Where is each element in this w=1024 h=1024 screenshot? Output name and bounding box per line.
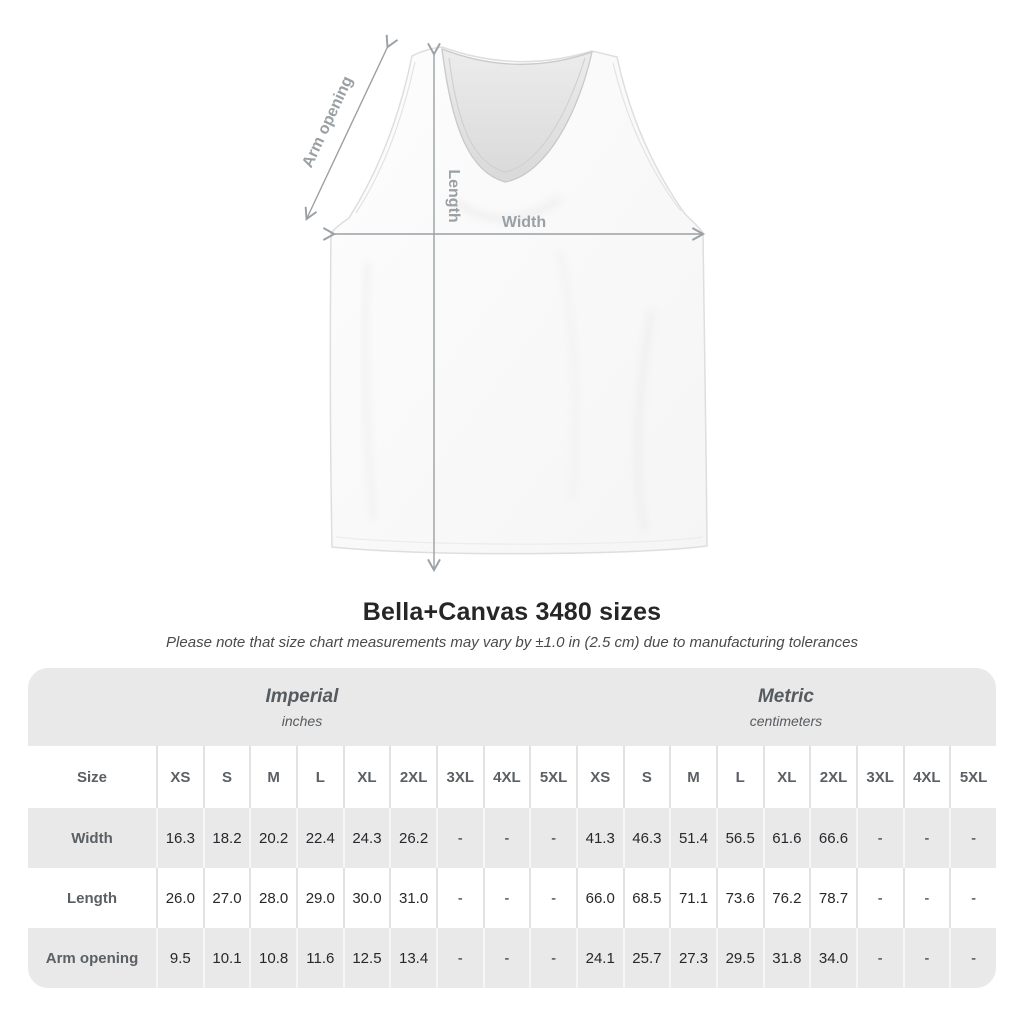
value-cell: - xyxy=(856,808,903,868)
value-cell: 66.6 xyxy=(809,808,856,868)
value-cell: 28.0 xyxy=(249,868,296,928)
value-cell: 76.2 xyxy=(763,868,810,928)
value-cell: - xyxy=(903,868,950,928)
width-label: Width xyxy=(501,214,547,231)
size-header-imperial-4xl: 4XL xyxy=(483,746,530,808)
value-cell: 11.6 xyxy=(296,928,343,988)
table-row-arm-opening xyxy=(28,928,996,988)
length-label: Length xyxy=(445,169,462,223)
value-cell: 61.6 xyxy=(763,808,810,868)
size-header-imperial-m: M xyxy=(249,746,296,808)
value-cell: 20.2 xyxy=(249,808,296,868)
size-header-imperial-xs: XS xyxy=(156,746,203,808)
value-cell: 27.3 xyxy=(669,928,716,988)
value-cell: 73.6 xyxy=(716,868,763,928)
row-label-width: Width xyxy=(28,808,156,868)
imperial-label: Imperial xyxy=(265,685,339,707)
value-cell: 16.3 xyxy=(156,808,203,868)
value-cell: 9.5 xyxy=(156,928,203,988)
size-header-metric-l: L xyxy=(716,746,763,808)
value-cell: - xyxy=(529,868,576,928)
value-cell: 46.3 xyxy=(623,808,670,868)
value-cell: - xyxy=(903,808,950,868)
size-header-metric-xl: XL xyxy=(763,746,810,808)
value-cell: - xyxy=(436,928,483,988)
value-cell: - xyxy=(949,808,996,868)
value-cell: 29.5 xyxy=(716,928,763,988)
value-cell: 25.7 xyxy=(623,928,670,988)
value-cell: 27.0 xyxy=(203,868,250,928)
value-cell: 26.0 xyxy=(156,868,203,928)
value-cell: 22.4 xyxy=(296,808,343,868)
value-cell: 34.0 xyxy=(809,928,856,988)
value-cell: 31.0 xyxy=(389,868,436,928)
sizes-header-row xyxy=(28,746,996,808)
size-header-imperial-xl: XL xyxy=(343,746,390,808)
metric-label: Metric xyxy=(757,685,814,707)
value-cell: - xyxy=(949,868,996,928)
arm-opening-label: Arm opening xyxy=(299,73,357,171)
value-cell: 24.1 xyxy=(576,928,623,988)
value-cell: 78.7 xyxy=(809,868,856,928)
tolerance-note: Please note that size chart measurements may vary by ±1.0 in (2.5 cm) due to manufacturing tolerances xyxy=(166,634,858,651)
value-cell: - xyxy=(483,868,530,928)
value-cell: 66.0 xyxy=(576,868,623,928)
row-label-arm-opening: Arm opening xyxy=(28,928,156,988)
size-header-metric-4xl: 4XL xyxy=(903,746,950,808)
value-cell: - xyxy=(856,928,903,988)
size-header-metric-m: M xyxy=(669,746,716,808)
size-header-metric-5xl: 5XL xyxy=(949,746,996,808)
size-header-metric-s: S xyxy=(623,746,670,808)
row-label-length: Length xyxy=(67,889,117,907)
size-header-imperial-s: S xyxy=(203,746,250,808)
size-header-metric-3xl: 3XL xyxy=(856,746,903,808)
size-header-imperial-2xl: 2XL xyxy=(389,746,436,808)
value-cell: 10.8 xyxy=(249,928,296,988)
value-cell: - xyxy=(483,808,530,868)
unit-group-imperial xyxy=(28,668,576,746)
table-row-width xyxy=(28,808,996,868)
size-chart-table xyxy=(28,668,996,988)
size-header-metric-xs: XS xyxy=(576,746,623,808)
value-cell: - xyxy=(436,868,483,928)
value-cell: 12.5 xyxy=(343,928,390,988)
value-cell: 56.5 xyxy=(716,808,763,868)
value-cell: - xyxy=(529,928,576,988)
unit-groups-row xyxy=(28,668,996,746)
value-cell: - xyxy=(949,928,996,988)
size-header-imperial-5xl: 5XL xyxy=(529,746,576,808)
value-cell: 71.1 xyxy=(669,868,716,928)
value-cell: 29.0 xyxy=(296,868,343,928)
unit-group-metric xyxy=(576,668,996,746)
value-cell: - xyxy=(436,808,483,868)
size-header-imperial-l: L xyxy=(296,746,343,808)
value-cell: 68.5 xyxy=(623,868,670,928)
value-cell: - xyxy=(529,808,576,868)
size-header-imperial-3xl: 3XL xyxy=(436,746,483,808)
value-cell: 10.1 xyxy=(203,928,250,988)
value-cell: - xyxy=(856,868,903,928)
value-cell: 31.8 xyxy=(763,928,810,988)
metric-sublabel: centimeters xyxy=(749,712,823,729)
size-header-metric-2xl: 2XL xyxy=(809,746,856,808)
value-cell: 51.4 xyxy=(669,808,716,868)
value-cell: 30.0 xyxy=(343,868,390,928)
value-cell: 18.2 xyxy=(203,808,250,868)
table-row-length xyxy=(28,868,996,928)
imperial-sublabel: inches xyxy=(281,712,323,729)
value-cell: 41.3 xyxy=(576,808,623,868)
value-cell: 13.4 xyxy=(389,928,436,988)
size-column-header: Size xyxy=(28,746,156,808)
page-title: Bella+Canvas 3480 sizes xyxy=(362,598,662,626)
value-cell: 26.2 xyxy=(389,808,436,868)
value-cell: - xyxy=(483,928,530,988)
value-cell: 24.3 xyxy=(343,808,390,868)
value-cell: - xyxy=(903,928,950,988)
